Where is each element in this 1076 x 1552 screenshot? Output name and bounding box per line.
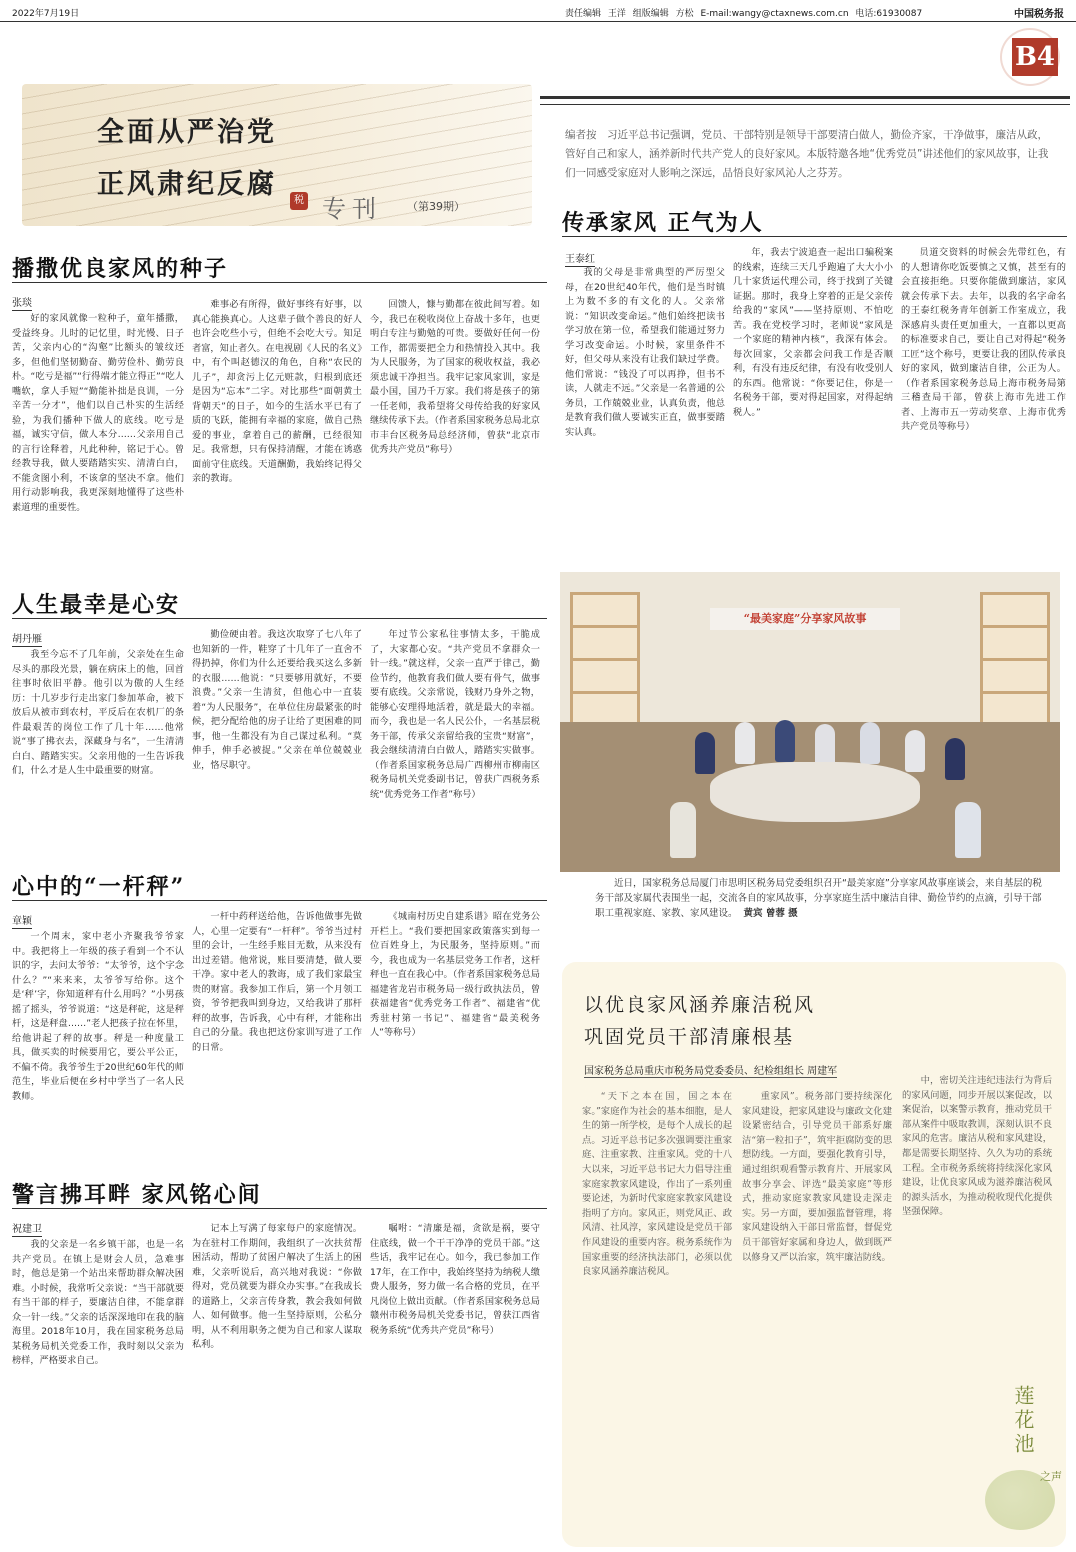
column-banner [22, 84, 532, 226]
article-body: 嘱咐：“清廉是福，贪欲是祸，要守住底线，做一个干干净净的党员干部。”这些话，我牢记在心。如今，我已参加工作17年，在工作中，我始终坚持为纳税人缴费人服务，努力做一名合格的党员，在平凡岗位上做出贡献。（作者系国家税务总局赣州市税务局机关党委书记，曾获江西省税务系统“优秀共产党员”称号） [370, 1223, 540, 1336]
article-author: 胡丹雁 [12, 630, 42, 647]
person [955, 802, 981, 858]
person [670, 802, 696, 858]
banner-title-line1: 全面从严治党 [97, 117, 277, 148]
article-body: 一杆中药秤送给他，告诉他做事先做人，心里一定要有“一杆秤”。爷爷当过村里的会计，一生经手账目无数，从来没有出过差错。他常说，账目要清楚，做人要干净。家中老人的教诲，成了我们家最宝贵的财富。我参加工作后，第一个月领工资，爷爷把我叫到身边，又给我讲了那杆秤的故事，告诉我，心中有秤，才能称出自己的分量。我也把这份家训写进了工作的日常。 [192, 911, 362, 1053]
divider [12, 618, 547, 619]
article-body: 年过节公家私往事情太多，干脆成了，大家都心安。“共产党员不拿群众一针一线。”就这样，父亲一直严于律己，勤俭节约，他教育我们做人要有骨气，做事要有底线。父亲常说，钱财乃身外之物，能够心安理得地活着，就是最大的幸福。而今，我也是一名人民公仆，一名基层税务干部，传承父亲留给我的宝贵“财富”，我会继续清清白白做人，踏踏实实做事。（作者系国家税务总局广西柳州市柳南区税务局机关党委副书记，曾获广西税务系统“优秀党务工作者”称号） [370, 629, 540, 800]
divider [12, 1208, 547, 1209]
article-title: 人生最幸是心安 [12, 592, 181, 618]
column-logo-sub: 之声 [1040, 1470, 1062, 1483]
article-body: 记本上写满了每家每户的家庭情况。为在驻村工作期间，我组织了一次扶贫帮困活动，帮助了贫困户解决了生活上的困难，父亲听说后，高兴地对我说：“你做得对，党员就要为群众办实事。”在我成长的道路上，父亲言传身教，教会我如何做人、如何做事。他一生坚持原则，公私分明，从不利用职务之便为自己和家人谋取私利。 [192, 1223, 362, 1350]
editor-note: 编者按 习近平总书记强调，党员、干部特别是领导干部要清白做人，勤俭齐家，干净做事，廉洁从政，管好自己和家人，涵养新时代共产党人的良好家风。本版特邀各地“优秀党员”讲述他们的家风故事，让我们一同感受家庭对人影响之深远，品悟良好家风沁人之芬芳。 [565, 129, 1049, 179]
article-body: 《城南村历史自建系谱》昭在党务公开栏上。“我们要把国家政策落实到每一位百姓身上，为民服务，坚持原则。”而今，我也成为一名基层党务工作者，这杆秤也一直在我心中。（作者系国家税务总局福建省龙岩市税务局一级行政执法员，曾获福建省“优秀党务工作者”、福建省“优秀驻村第一书记”、福建省“最美税务人”等称号） [370, 911, 540, 1038]
article-body: 年，我去宁波追查一起出口骗税案的线索，连续三天几乎跑遍了大大小小几十家货运代理公司，终于找到了关键证据。那时，我身上穿着的正是父亲传给我的“家风”——坚持原则、不怕吃苦。我在党校学习时，老师说“家风是一个家庭的精神内核”，我深有体会。每次回家，父亲都会问我工作是否顺利，有没有违反纪律，有没有收受别人的东西。他常说：“你要记住，你是一名税务干部，要对得起国家，对得起纳税人。” [733, 247, 893, 418]
person [735, 722, 755, 764]
divider [540, 104, 1070, 105]
page-header [0, 0, 1076, 22]
article-author: 王泰红 [565, 250, 595, 267]
commentary-author: 国家税务总局重庆市税务局党委委员、纪检组组长 周建军 [584, 1062, 837, 1078]
divider [562, 236, 1067, 237]
commentary-body: “天下之本在国，国之本在家。”家庭作为社会的基本细胞，是人生的第一所学校，是每个人成长的起点。习近平总书记多次强调要注重家庭、注重家教、注重家风。党的十八大以来，习近平总书记大力倡导注重家庭家教家风建设，作出了一系列重要论述，为新时代家庭家教家风建设指明了方向。家风正，则党风正、政风清、社风淳，家风建设是党员干部作风建设的重要内容。税务系统作为国家重要的经济执法部门，必须以优良家风涵养廉洁税风。 [582, 1091, 732, 1278]
commentary-title-line2: 巩固党员干部清廉根基 [584, 1026, 795, 1048]
person [945, 738, 965, 780]
article-author: 张琰 [12, 294, 32, 311]
article-title: 传承家风 正气为人 [562, 210, 764, 236]
article-title: 心中的“一杆秤” [12, 874, 186, 900]
bookshelf [570, 592, 640, 732]
commentary-title-line1: 以优良家风涵养廉洁税风 [584, 994, 816, 1016]
banner-special: 专刊 [322, 195, 382, 223]
article-body: 回馈人，慷与勤都在彼此间写着。如今，我已在税收岗位上奋战十多年，也更明白专注与勤勉的可贵。要做好任何一份工作，都需要把全力和热情投入其中。我为人民服务，为了国家的税收权益，我必须忠诚干净担当。我牢记家风家训，家是最小国，国乃千万家。我们将是孩子的第一任老师，我希望将父母传给我的好家风继续传承下去。（作者系国家税务总局北京市丰台区税务局总经济师，曾获“北京市优秀共产党员”称号） [370, 299, 540, 455]
article-body: 员道交资料的时候会先带红色，有的人想请你吃饭要慎之又慎，甚至有的会直接拒绝。只要你能做到廉洁，家风就会传承下去。去年，以我的名字命名的王泰红税务青年创新工作室成立，我深感肩头责任更加重大，一直都以更高的标准要求自己，要让自己对得起“税务工匠”这个称号，更要让我的团队传承良好的家风，做到廉洁自律，公正为人。（作者系国家税务总局上海市税务局第三稽查局干部，曾获上海市先进工作者、上海市五一劳动奖章、上海市优秀共产党员等称号） [901, 247, 1066, 432]
banner-issue: （第39期） [407, 200, 465, 213]
issue-date: 2022年7月19日 [12, 9, 80, 19]
page-number: B4 [1012, 38, 1058, 76]
person [815, 724, 835, 766]
column-logo: 莲花池 [1011, 1385, 1035, 1457]
person [775, 720, 795, 762]
article-body: 一个周末，家中老小齐聚我爷爷家中。我把将上一年级的孩子看到一个不认识的字，去问太爷爷：“太爷爷，这个字念什么？”“来来来，太爷爷写给你。这个是‘秤’字，你知道秤有什么用吗？”小男孩摇了摇头，爷爷说道：“这是秤砣，这是秤杆，这是秤盘……”老人把孩子拉在怀里，给他讲起了秤的故事。秤是一种度量工具，做买卖的时候要用它，要公平公正，不偏不倚。我爷爷生于20世纪60年代的师范生，毕业后便在乡村中学当了一名人民教师。 [12, 931, 184, 1102]
divider [540, 96, 1070, 99]
article-body: 我至今忘不了几年前，父亲处在生命尽头的那段光景，躺在病床上的他，回首往事时依旧平静。他引以为傲的人生经历：十几岁步行走出家门参加革命，被下放后从被市到农村，平反后在农机厂的条件最艰苦的岗位工作了几十年……他常说“事了拂衣去，深藏身与名”，一生清清白白、踏踏实实。父亲用他的一生告诉我们，什么才是人生中最重要的财富。 [12, 649, 184, 776]
divider [12, 282, 547, 283]
article-body: 我的父母是非常典型的严厉型父母，在20世纪40年代，他们是当时镇上为数不多的有文化的人。父亲常说：“知识改变命运。”他们始终把读书学习放在第一位，希望我们能通过努力学习改变命运。小时候，家里条件不好，但父母从来没有让我们缺过学费。他们常说：“钱没了可以再挣，但书不读，人就走不远。”父亲是一名普通的公务员，工作兢兢业业，认真负责，他总是教育我们做人要诚实正直，做事要踏实认真。 [565, 267, 725, 438]
article-title: 警言拂耳畔 家风铭心间 [12, 1182, 262, 1208]
photo-banner: “最美家庭”分享家风故事 [710, 608, 900, 630]
seal-icon: 税 [290, 192, 308, 210]
article-body: 我的父亲是一名乡镇干部，也是一名共产党员。在镇上是财会人员，急难事时，他总是第一个站出来帮助群众解决困难。小时候，我常听父亲说：“当干部就要有当干部的样子，要廉洁自律，不能拿群众一针一线。”父亲的话深深地印在我的脑海里。2018年10月，我在国家税务总局某税务局机关党委工作，我时刻以父亲为榜样，严格要求自己。 [12, 1239, 184, 1366]
photo-credit: 黄宾 曾蓉 摄 [743, 908, 798, 919]
person [905, 730, 925, 772]
caption-text: 近日，国家税务总局厦门市思明区税务局党委组织召开“最美家庭”分享家风故事座谈会，来自基层的税务干部及家属代表围坐一起，交流各自的家风故事，分享家庭生活中廉洁自律、勤俭节约的点滴，引导干部职工重视家庭、家教、家风建设。 [595, 878, 1042, 919]
article-body: 好的家风就像一粒种子，童年播撒，受益终身。儿时的记忆里，时光慢、日子苦，父亲内心的“沟壑”比额头的皱纹还多，但他们坚韧勤奋、勤劳俭朴、勤劳良朴。“吃亏是福”“行得端才能立得正”“吃人嘴软，拿人手短”“勤能补拙是良训，一分辛苦一分才”，他们以自己朴实的生活经验，为我们播种下做人的底线。吃亏是福，诚实守信，做人本分……父亲用自己的言行诠释着，凡此种种，铭记于心。曾经教导我，做人要踏踏实实、清清白白，不能贪图小利，不该拿的坚决不拿。他们用行动影响我，我更深刻地懂得了这些朴素道理的重要性。 [12, 313, 184, 513]
article-title: 播撒优良家风的种子 [12, 256, 229, 282]
article-author: 章颖 [12, 912, 32, 929]
divider [12, 900, 547, 901]
commentary-body: 中，密切关注违纪违法行为背后的家风问题，同步开展以案促改，以案促治，以案警示教育，推动党员干部从案件中吸取教训，深刻认识不良家风的危害。廉洁从税和家风建设，都是需要长期坚持、久久为功的系统工程。全市税务系统将持续深化家风建设，让优良家风成为滋养廉洁税风的源头活水，为推动税收现代化提供坚强保障。 [902, 1075, 1052, 1218]
article-author: 祝建卫 [12, 1220, 42, 1237]
article-body: 勤俭硬由着。我这次取穿了七八年了也知新的一件，鞋穿了十几年了一直舍不得扔掉，你们为什么还要给我买这么多新的衣服……他说：“只要够用就好，不要浪费。”父亲一生清贫，但他心中一直装着“为人民服务”，在单位住房最紧张的时候，把分配给他的房子让给了更困难的同事，他一生都没有为自己谋过私利。“莫伸手，伸手必被捉。”父亲在单位兢兢业业，恪尽职守。 [192, 629, 362, 771]
photo-caption [595, 876, 1050, 921]
person [695, 732, 715, 774]
news-photo [560, 572, 1060, 872]
person [860, 722, 880, 764]
banner-title-line2: 正风肃纪反腐 [97, 169, 277, 200]
commentary-body: 重家风”。税务部门要持续深化家风建设，把家风建设与廉政文化建设紧密结合，引导党员干部系好廉洁“第一粒扣子”，筑牢拒腐防变的思想防线。一方面，要强化教育引导，通过组织观看警示教育片、开展家风故事分享会、评选“最美家庭”等形式，推动家庭家教家风建设走深走实。另一方面，要加强监督管理，将家风建设纳入干部日常监督，督促党员干部管好家属和身边人，做到既严以修身又严以治家，筑牢廉洁防线。 [742, 1091, 892, 1263]
photo-table [710, 762, 920, 822]
newspaper-name: 中国税务报 [1014, 9, 1064, 20]
editor-credits: 责任编辑 王洋 组版编辑 方松 E-mail:wangy@ctaxnews.com.cn 电话:61930087 [565, 9, 923, 19]
article-body: 难事必有所得，做好事终有好事，以真心能换真心。人这辈子做个善良的好人也许会吃些小亏，但绝不会吃大亏。知足者富，知止者久。在电视剧《人民的名义》中，有个叫赵德汉的角色，自称“农民的儿子”，却贪污上亿元赃款，归根到底还是因为“忘本”二字。对比那些“面朝黄土背朝天”的日子，如今的生活水平已有了质的飞跃，能拥有幸福的家庭，做自己热爱的事业，拿着自己的薪酬，已经很知足。我常想，只有保持清醒，才能在诱惑面前守住底线。天道酬勤，我始终记得父亲的教诲。 [192, 299, 362, 484]
commentary-box [562, 962, 1066, 1547]
bookshelf [980, 592, 1050, 732]
